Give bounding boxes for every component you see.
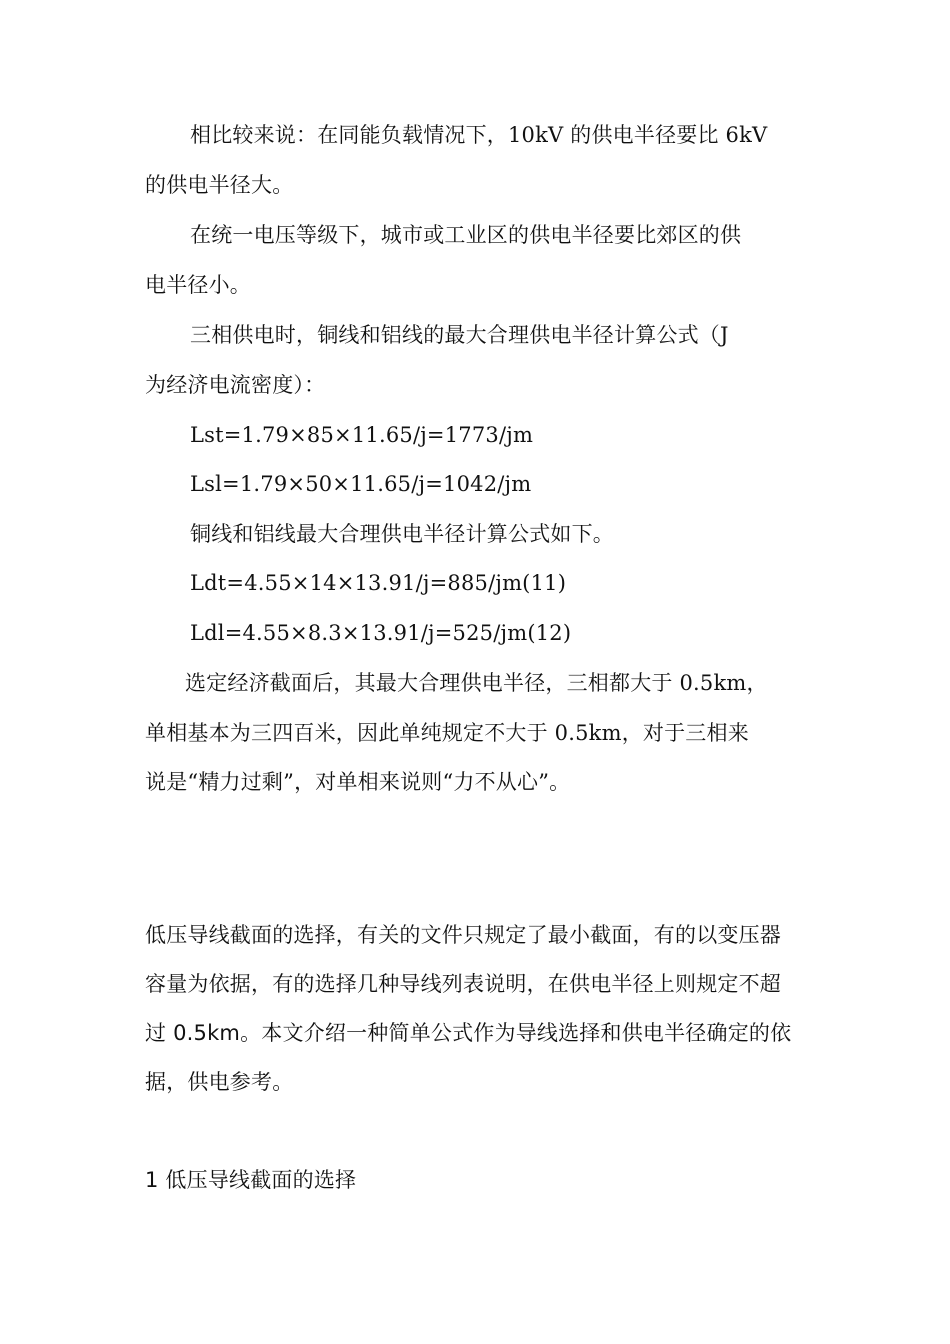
paragraph-line: 容量为依据，有的选择几种导线列表说明，在供电半径上则规定不超 bbox=[145, 972, 781, 996]
paragraph-line: 低压导线截面的选择，有关的文件只规定了最小截面，有的以变压器 bbox=[145, 923, 781, 947]
paragraph-line: 单相基本为三四百米，因此单纯规定不大于 0.5km，对于三相来 bbox=[145, 721, 749, 745]
paragraph-line: 在统一电压等级下，城市或工业区的供电半径要比郊区的供 bbox=[190, 223, 742, 247]
paragraph-line: 说是“精力过剩”，对单相来说则“力不从心”。 bbox=[145, 770, 571, 794]
paragraph-line: 过 0.5km。本文介绍一种简单公式作为导线选择和供电半径确定的依 bbox=[145, 1021, 792, 1045]
paragraph-line: 为经济电流密度）： bbox=[145, 373, 326, 397]
paragraph-line: 据，供电参考。 bbox=[145, 1070, 294, 1094]
section-heading: 1 低压导线截面的选择 bbox=[145, 1168, 357, 1192]
formula-line: Lsl=1.79×50×11.65/j=1042/jm bbox=[190, 472, 532, 496]
paragraph-line: 相比较来说：在同能负载情况下，10kV 的供电半径要比 6kV bbox=[190, 123, 768, 147]
formula-line: Lst=1.79×85×11.65/j=1773/jm bbox=[190, 423, 534, 447]
paragraph-line: 的供电半径大。 bbox=[145, 173, 294, 197]
paragraph-line: 三相供电时，铜线和铝线的最大合理供电半径计算公式（J bbox=[190, 323, 729, 347]
formula-line: Ldl=4.55×8.3×13.91/j=525/jm(12) bbox=[190, 621, 572, 645]
paragraph-line: 电半径小。 bbox=[145, 273, 251, 297]
formula-line: Ldt=4.55×14×13.91/j=885/jm(11) bbox=[190, 571, 567, 595]
paragraph-line: 选定经济截面后，其最大合理供电半径，三相都大于 0.5km， bbox=[185, 671, 768, 695]
paragraph-line: 铜线和铝线最大合理供电半径计算公式如下。 bbox=[190, 522, 614, 546]
